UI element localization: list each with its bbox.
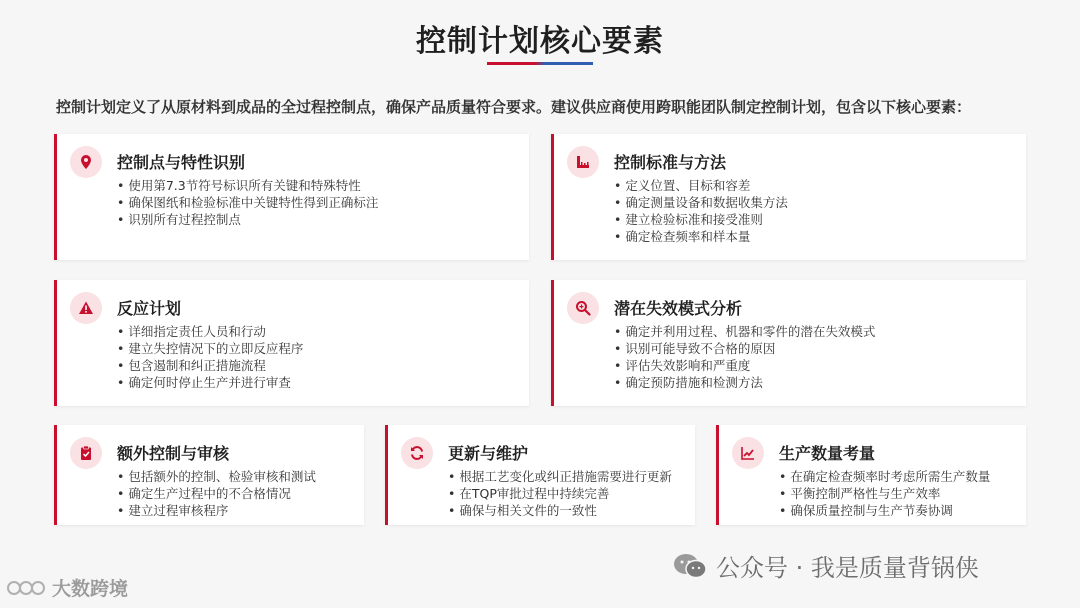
card-title: 控制点与特性识别	[117, 153, 246, 172]
list-item: • 确定何时停止生产并进行审查	[117, 374, 303, 391]
list-item: • 详细指定责任人员和行动	[117, 323, 303, 340]
list-item: • 根据工艺变化或纠正措施需要进行更新	[448, 468, 672, 485]
list-item: • 确保图纸和检验标准中关键特性得到正确标注	[117, 194, 378, 211]
list-item: • 建立过程审核程序	[117, 502, 316, 519]
list-item: • 使用第7.3节符号标识所有关键和特殊特性	[117, 177, 378, 194]
title-underline	[487, 62, 593, 65]
card-title: 更新与维护	[448, 444, 529, 463]
ruler-icon	[567, 146, 599, 178]
list-item: • 包含遏制和纠正措施流程	[117, 357, 303, 374]
intro-text: 控制计划定义了从原材料到成品的全过程控制点，确保产品质量符合要求。建议供应商使用跨职能团队制定控制计划，包含以下核心要素：	[56, 98, 972, 116]
brand-watermark	[6, 574, 128, 601]
page-title: 控制计划核心要素	[416, 24, 664, 59]
brand-watermark-text: 大数跨境	[52, 578, 129, 600]
wechat-watermark	[672, 548, 979, 583]
list-item: • 确定并利用过程、机器和零件的潜在失效模式	[614, 323, 875, 340]
map-pin-icon	[70, 146, 102, 178]
card-reaction-plan	[54, 280, 529, 406]
card-failure-mode-analysis	[551, 280, 1026, 406]
list-item: • 确定生产过程中的不合格情况	[117, 485, 316, 502]
card-title: 生产数量考量	[779, 444, 876, 463]
warning-icon	[70, 292, 102, 324]
card-control-standards	[551, 134, 1026, 260]
list-item: • 建立检验标准和接受准则	[614, 211, 788, 228]
card-extra-control-audit	[54, 425, 364, 525]
list-item: • 包括额外的控制、检验审核和测试	[117, 468, 316, 485]
card-item-list	[448, 468, 672, 519]
list-item: • 识别所有过程控制点	[117, 211, 378, 228]
list-item: • 确定检查频率和样本量	[614, 228, 788, 245]
card-item-list	[614, 177, 788, 245]
list-item: • 平衡控制严格性与生产效率	[779, 485, 990, 502]
list-item: • 确定测量设备和数据收集方法	[614, 194, 788, 211]
card-item-list	[614, 323, 875, 391]
card-update-maintenance	[385, 425, 695, 525]
clipboard-check-icon	[70, 437, 102, 469]
line-chart-icon	[732, 437, 764, 469]
card-production-quantity	[716, 425, 1026, 525]
list-item: • 识别可能导致不合格的原因	[614, 340, 875, 357]
card-title: 潜在失效模式分析	[614, 299, 743, 318]
card-title: 控制标准与方法	[614, 153, 727, 172]
list-item: • 评估失效影响和严重度	[614, 357, 875, 374]
list-item: • 在TQP审批过程中持续完善	[448, 485, 672, 502]
card-item-list	[117, 323, 303, 391]
list-item: • 建立失控情况下的立即反应程序	[117, 340, 303, 357]
brand-logo-icon	[6, 577, 46, 599]
card-title: 反应计划	[117, 299, 182, 318]
list-item: • 确保与相关文件的一致性	[448, 502, 672, 519]
list-item: • 定义位置、目标和容差	[614, 177, 788, 194]
card-item-list	[117, 468, 316, 519]
magnifier-icon	[567, 292, 599, 324]
refresh-icon	[401, 437, 433, 469]
wechat-icon	[672, 552, 708, 580]
card-control-points	[54, 134, 529, 260]
list-item: • 确定预防措施和检测方法	[614, 374, 875, 391]
list-item: • 在确定检查频率时考虑所需生产数量	[779, 468, 990, 485]
watermark-text: 公众号 · 我是质量背锅侠	[716, 554, 979, 582]
card-item-list	[117, 177, 378, 228]
list-item: • 确保质量控制与生产节奏协调	[779, 502, 990, 519]
card-item-list	[779, 468, 990, 519]
card-title: 额外控制与审核	[117, 444, 230, 463]
